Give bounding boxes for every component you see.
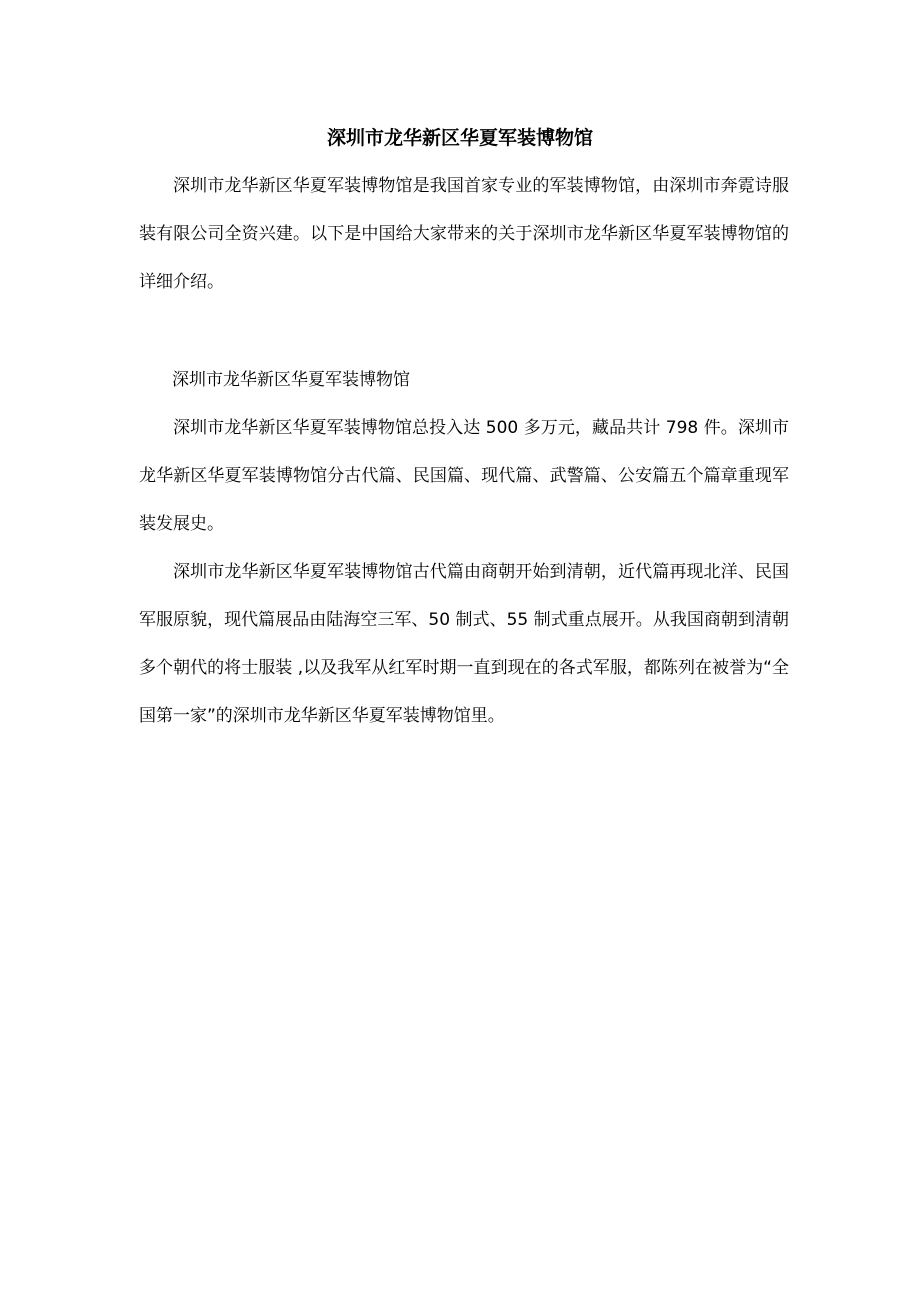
section-heading: 深圳市龙华新区华夏军装博物馆 — [172, 370, 410, 390]
intro-paragraph: 深圳市龙华新区华夏军装博物馆是我国首家专业的军装博物馆，由深圳市奔霓诗服装有限公司全资兴建。以下是中国给大家带来的关于深圳市龙华新区华夏军装博物馆的详细介绍。 — [139, 176, 789, 292]
investment-paragraph: 深圳市龙华新区华夏军装博物馆总投入达 500 多万元，藏品共计 798 件。深圳市龙华新区华夏军装博物馆分古代篇、民国篇、现代篇、武警篇、公安篇五个篇章重现军装发展史。 — [139, 418, 789, 534]
document-title: 深圳市龙华新区华夏军装博物馆 — [326, 127, 593, 149]
exhibits-paragraph: 深圳市龙华新区华夏军装博物馆古代篇由商朝开始到清朝，近代篇再现北洋、民国军服原貌，现代篇展品由陆海空三军、50 制式、55 制式重点展开。从我国商朝到清朝多个朝代的将士服装 ,以及我军从红军时期一直到现在的各式军服，都陈列在被誉为“全国第一家”的深圳市龙华新区华夏军装博物馆里。 — [139, 562, 789, 726]
